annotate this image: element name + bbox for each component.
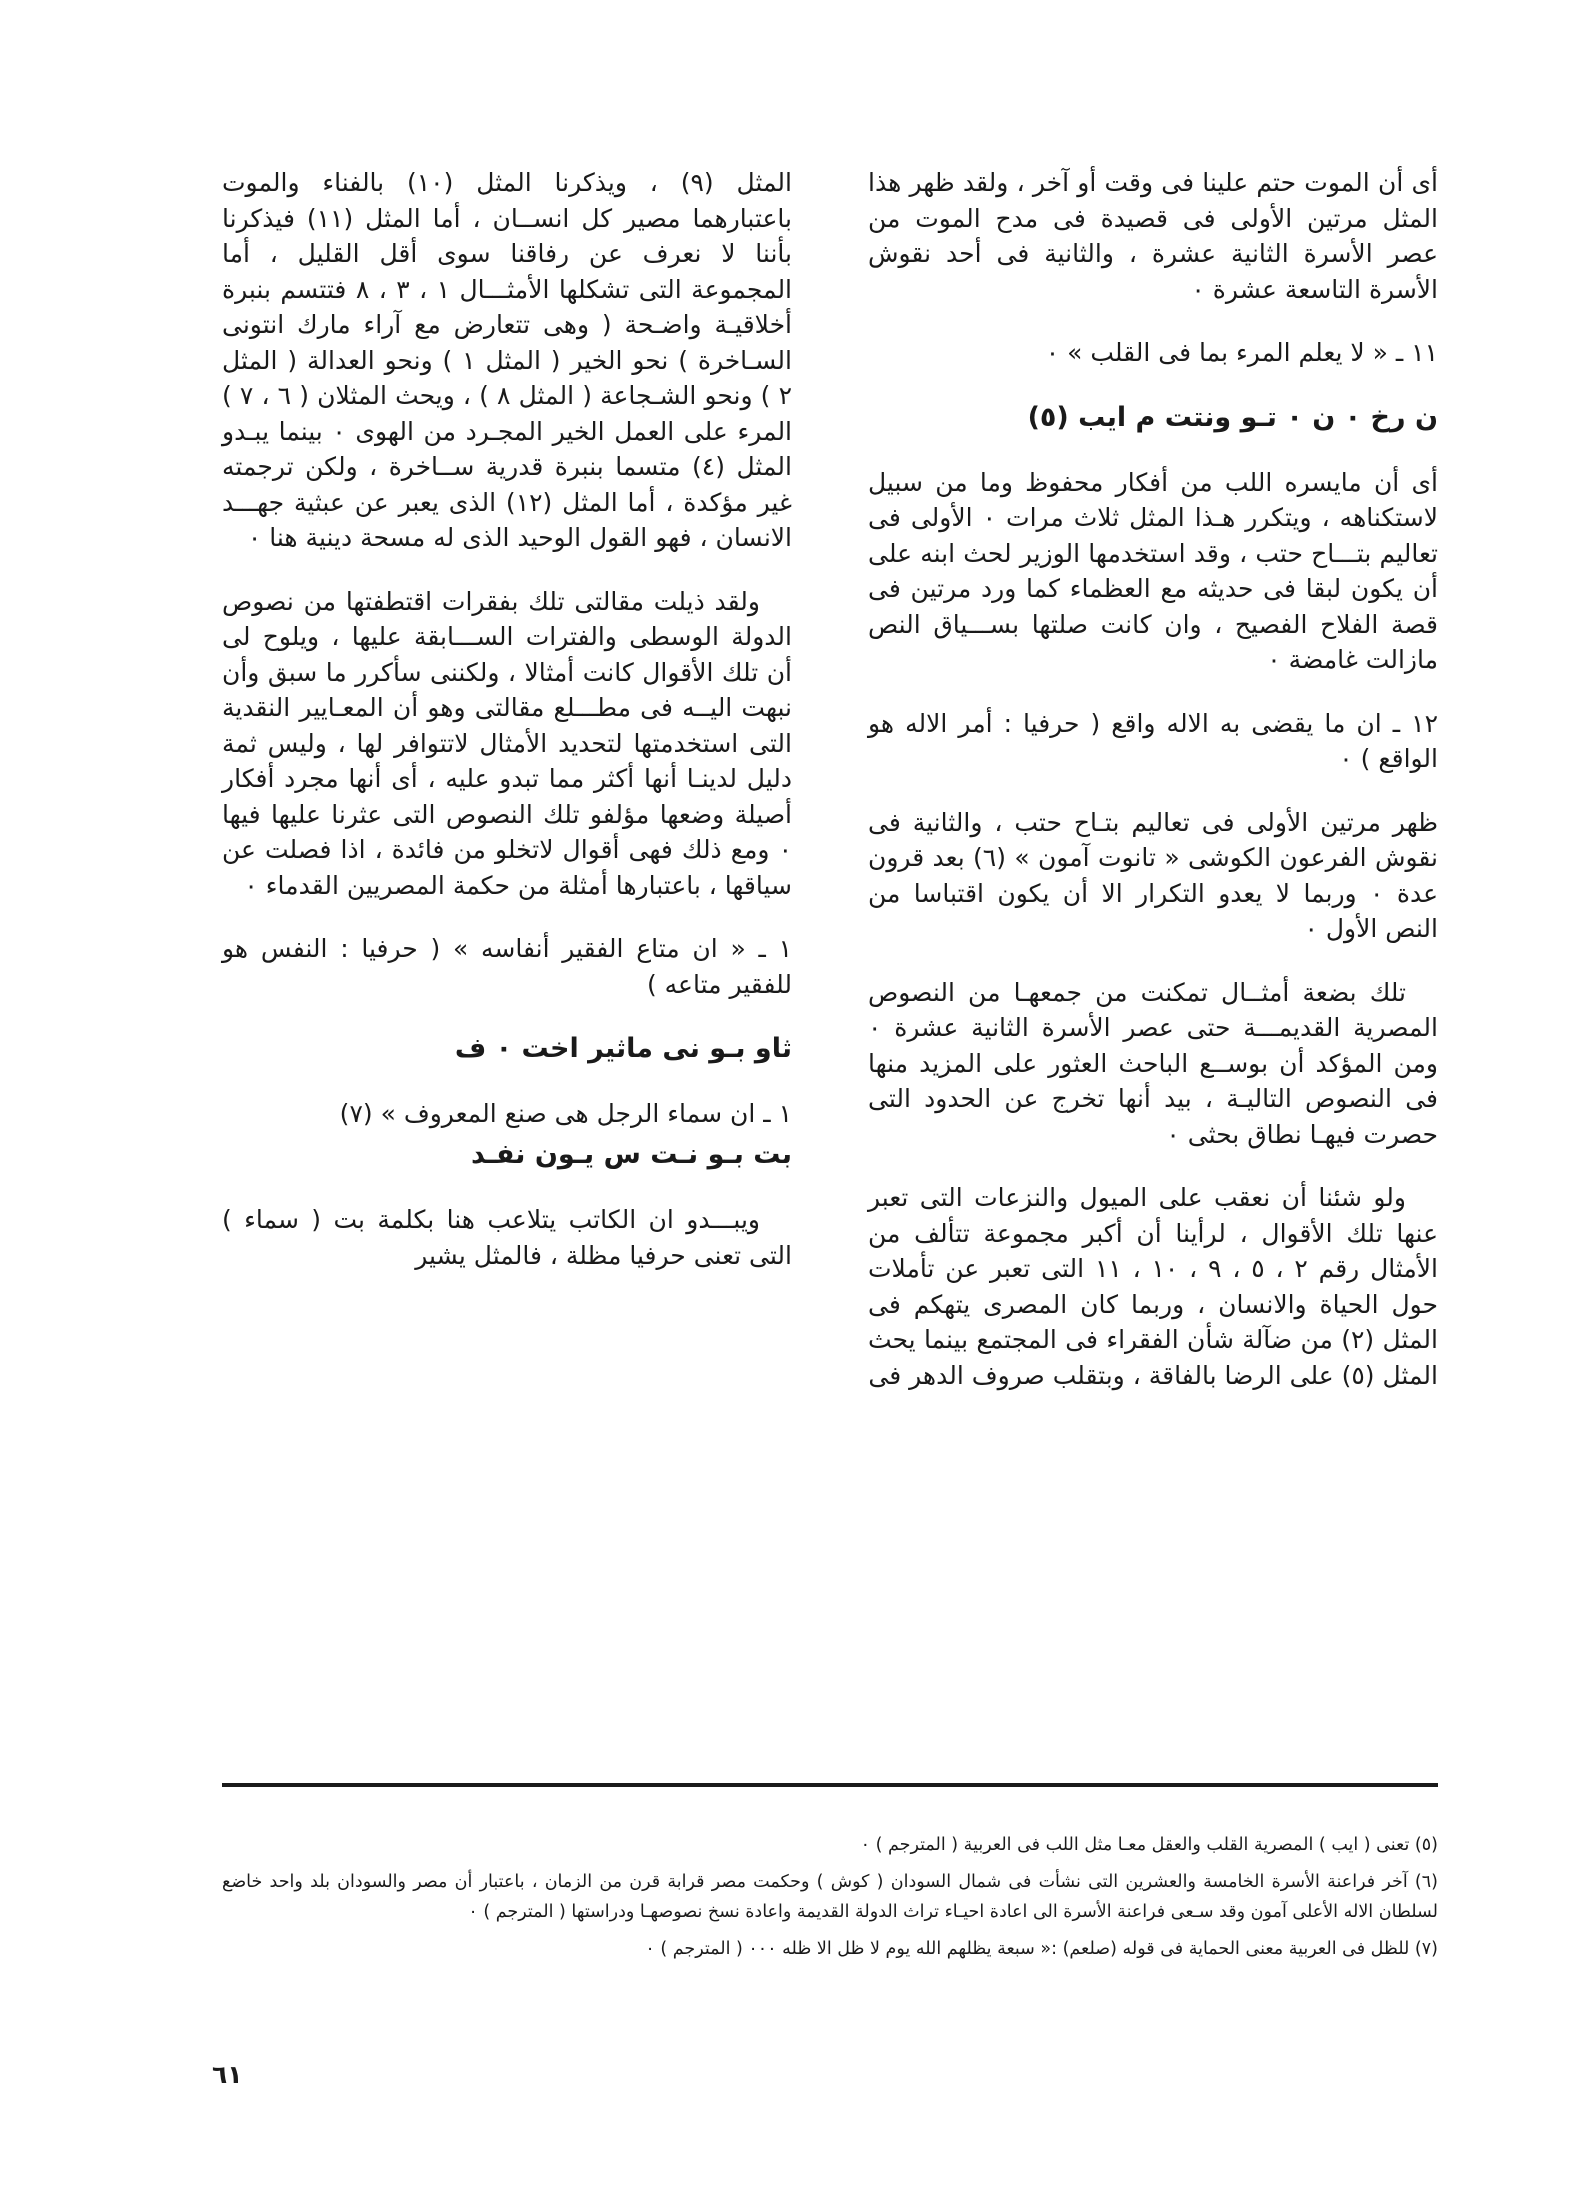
- paragraph: تلك بضعة أمثــال تمكنت من جمعهـا من النصوص المصرية القديمـــة حتى عصر الأسرة الثانية عشرة ٠ ومن المؤكد أن بوســع الباحث العثور على المزيد منها فى النصوص التاليـة ، بيد أنها تخرج عن الحدود التى حصرت فيهـا نطاق بحثى ٠: [868, 977, 1438, 1149]
- paragraph: المثل (٩) ، ويذكرنا المثل (١٠) بالفناء والموت باعتبارهما مصير كل انســان ، أما المثل (١١) فيذكرنا بأننا لا نعرف عن رفاقنا سوى أقل القليل ، أما المجموعة التى تشكلها الأمثـــال ١ ، ٣ ، ٨ فتتسم بنبرة أخلاقيـة واضـحة ( وهى تتعارض مع آراء مارك انتونى السـاخرة ) نحو الخير ( المثل ١ ) ونحو العدالة ( المثل ٢ ) ونحو الشـجاعة ( المثل ٨ ) ، ويحث المثلان ( ٦ ، ٧ ) المرء على العمل الخير المجـرد من الهوى ٠ بينما يبـدو المثل (٤) متسما بنبرة قدرية ســاخرة ، ولكن ترجمته غير مؤكدة ، أما المثل (١٢) الذى يعبر عن عبثية جهـــد الانسان ، فهو القول الوحيد الذى له مسحة دينية هنا ٠: [222, 168, 793, 552]
- paragraph: ولو شئنا أن نعقب على الميول والنزعات التى تعبر عنها تلك الأقوال ، لرأينا أن أكبر مجموعة تتألف من الأمثال رقم ٢ ، ٥ ، ٩ ، ١٠ ، ١١ التى تعبر عن تأملات حول الحياة والانسان ، وربما كان المصرى يتهكم فى المثل (٢) من ضآلة شأن الفقراء فى المجتمع بينما يحث المثل (٥) على الرضا بالفاقة ، وبتقلب صروف الدهر فى: [868, 1183, 1438, 1390]
- paragraph: أى أن مايسره اللب من أفكار محفوظ وما من سبيل لاستكناهه ، ويتكرر هـذا المثل ثلاث مرات ٠ الأولى فى تعاليم بتـــاح حتب ، وقد استخدمها الوزير لحث ابنه على أن يكون لبقا فى حديثه مع العظماء كما ورد مرتين فى قصة الفلاح الفصيح ، وان كانت صلتها بســـياق النص مازالت غامضة ٠: [868, 467, 1438, 675]
- transliteration-heading: ثاو بـو نى ماثير اخت ٠ ف: [454, 1033, 792, 1064]
- transliteration-heading: ن رخ ٠ ن ٠ تـو ونتت م ايب (٥): [1027, 401, 1438, 433]
- footnote-7: (٧) للظل فى العربية معنى الحماية فى قوله (صلعم) :« سبعة يظلهم الله يوم لا ظل الا ظله ٠٠٠ ( المترجم ) ٠: [645, 1938, 1438, 1959]
- transliteration-heading: بت بـو نـت س يـون نفـد: [471, 1138, 792, 1170]
- left-column: [222, 165, 792, 1301]
- footnotes: [222, 1830, 1438, 1971]
- paragraph: ولقد ذيلت مقالتى تلك بفقرات اقتطفتها من نصوص الدولة الوسطى والفترات الســـابقة عليها ، ويلوح لى أن تلك الأقوال كانت أمثالا ، ولكننى سأكرر ما سبق وأن نبهت اليــه فى مطـــلع مقالتى وهو أن المعـايير النقدية التى استخدمتها لتحديد الأمثال لاتتوافر لها ، وليس ثمة دليل لدينـا أنها أكثر مما تبدو عليه ، أى أنها مجرد أفكار أصيلة وضعها مؤلفو تلك النصوص التى عثرنا عليها فيها ٠ ومع ذلك فهى أقوال لاتخلو من فائدة ، اذا فصلت عن سياقها ، باعتبارها أمثلة من حكمة المصريين القدماء ٠: [222, 586, 792, 900]
- proverb-line: ١ ـ ان سماء الرجل هى صنع المعروف » (٧): [339, 1099, 792, 1129]
- paragraph: ظهر مرتين الأولى فى تعاليم بتـاح حتب ، والثانية فى نقوش الفرعون الكوشى « تانوت آمون » (٦) بعد قرون عدة ٠ وربما لا يعدو التكرار الا أن يكون اقتباسا من النص الأول ٠: [868, 807, 1438, 944]
- proverb-line: ١٢ ـ ان ما يقضى به الاله واقع ( حرفيا : أمر الاله هو الواقع ) ٠: [868, 708, 1438, 774]
- footnote-5: (٥) تعنى ( ايب ) المصرية القلب والعقل معـا مثل اللب فى العربية ( المترجم ) ٠: [860, 1835, 1438, 1855]
- paragraph: أى أن الموت حتم علينا فى وقت أو آخر ، ولقد ظهر هذا المثل مرتين الأولى فى قصيدة فى مدح الموت من عصر الأسرة الثانية عشرة ، والثانية فى أحد نقوش الأسرة التاسعة عشرة ٠: [868, 168, 1438, 304]
- proverb-line: ١١ ـ « لا يعلم المرء بما فى القلب » ٠: [1045, 338, 1438, 367]
- footnote-6: (٦) آخر فراعنة الأسرة الخامسة والعشرين التى نشأت فى شمال السودان ( كوش ) وحكمت مصر قرابة قرن من الزمان ، باعتبار أن مصر والسودان بلد واحد خاضع لسلطان الاله الأعلى آمون وقد سـعى فراعنة الأسرة الى اعادة احيـاء تراث الدولة القديمة واعادة نسخ نصوصهـا ودراستها ( المترجم ) ٠: [222, 1871, 1438, 1923]
- footnote-divider: [222, 1783, 1438, 1787]
- paragraph: ويبـــدو ان الكاتب يتلاعب هنا بكلمة بت ( سماء ) التى تعنى حرفيا مظلة ، فالمثل يشير: [222, 1205, 792, 1270]
- right-column: [868, 165, 1438, 1421]
- proverb-line: ١ ـ « ان متاع الفقير أنفاسه » ( حرفيا : النفس هو للفقير متاعه ): [222, 934, 792, 999]
- page-number: ٦١: [212, 2060, 243, 2089]
